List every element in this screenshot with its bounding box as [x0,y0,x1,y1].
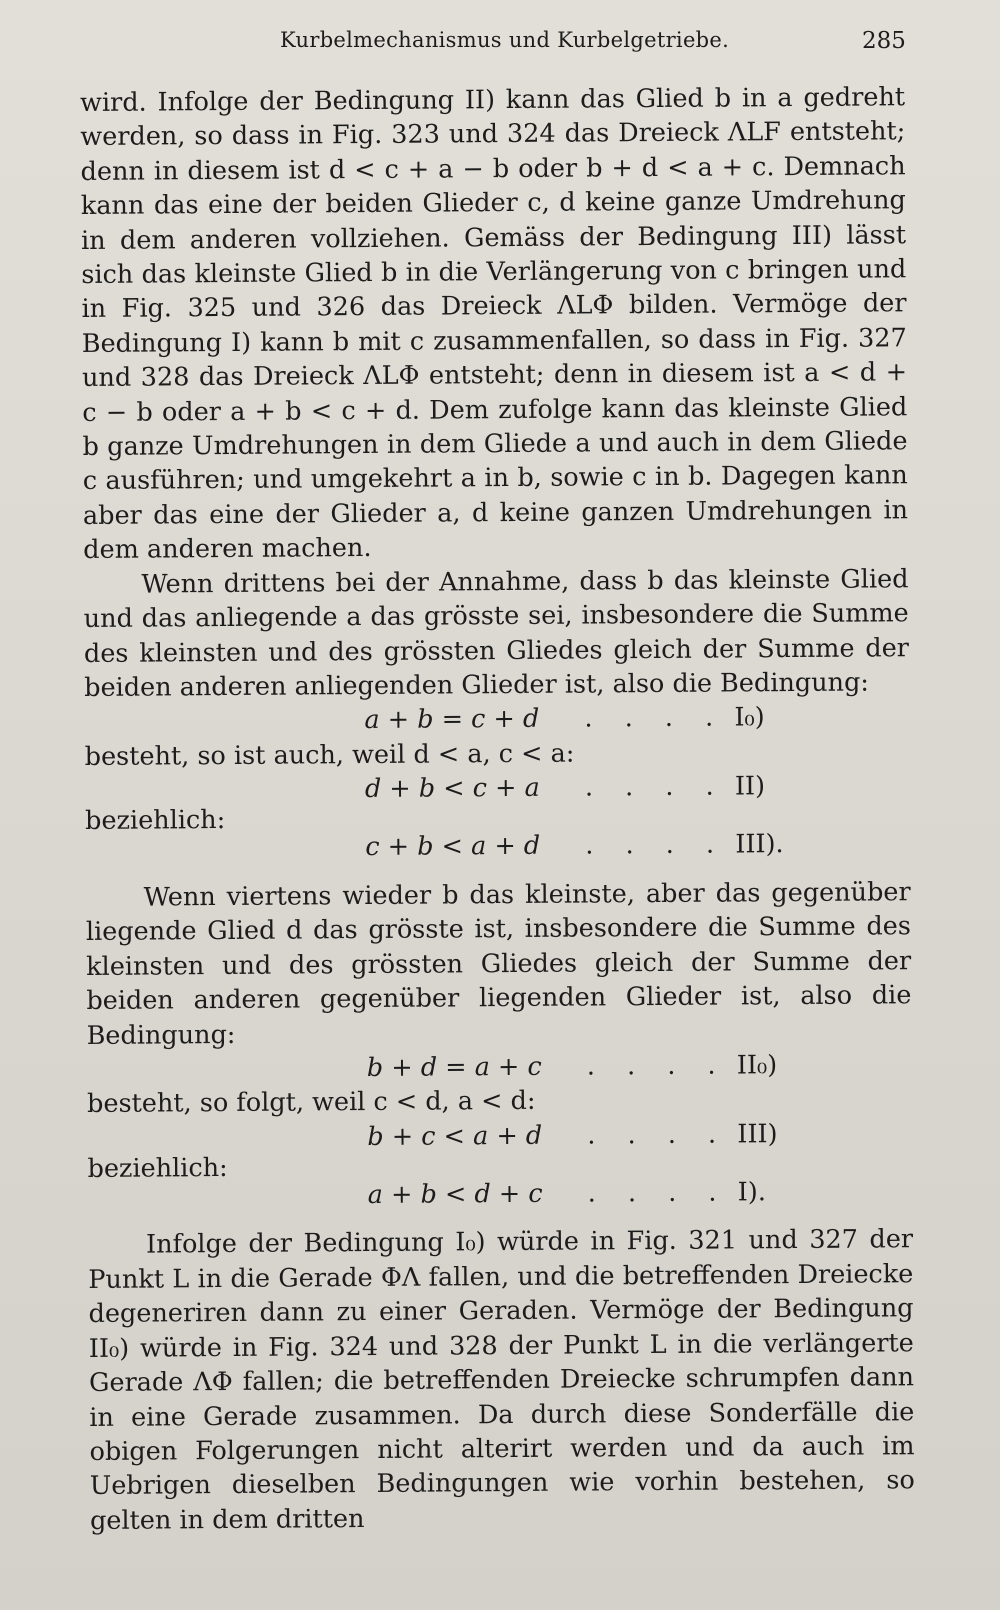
equation-formula: c + b < a + d [365,831,541,863]
equation-III [85,827,910,867]
equation-formula: b + d = a + c [366,1051,542,1083]
equation-leader-dots: . . . . [587,1177,729,1209]
besteht-line-1 [85,734,910,774]
body-text [80,80,915,1538]
equation-leader-dots: . . . . [584,771,726,803]
running-title: Kurbelmechanismus und Kurbelgetriebe. [280,28,730,52]
paragraph-4: Infolge der Bedingung I₀) würde in Fig. 321 und 327 der Punkt L in die Gerade ΦΛ fallen, und die betreffenden Dreiecke degeneriren dann zu einer Geraden. Vermöge der Bedingung II₀) würde in Fig. 324 und 328 der Punkt L in die verlängerte Gerade ΛΦ fallen; die betreffenden Dreiecke schrumpfen dann in eine Gerade zusammen. Da durch diese Sonderfälle die obigen Folgerungen nicht alterirt werden und da auch im Uebrigen dieselben Bedingungen wie vorhin bestehen, so gelten in dem dritten [88,1224,915,1536]
equation-III-b [87,1116,912,1156]
equation-label: II₀) [736,1050,778,1081]
paragraph-1: wird. Infolge der Bedingung II) kann das Glied b in a gedreht werden, so dass in Fig. 323 und 324 das Dreieck ΛLF entsteht; denn in diesem ist d < c + a − b oder b + d < a + c. Demnach kann das eine der beiden Glieder c, d keine ganze Umdrehung in dem anderen vollziehen. Gemäss der Bedingung III) lässt sich das kleinste Glied b in die Verlängerung von c bringen und in Fig. 325 und 326 das Dreieck ΛLΦ bilden. Vermöge der Bedingung I) kann b mit c zusammenfallen, so dass in Fig. 327 und 328 das Dreieck ΛLΦ entsteht; denn in diesem ist a < d + c − b oder a + b < c + d. Dem zufolge kann das kleinste Glied b ganze Umdrehungen in dem Gliede a und auch in dem Gliede c ausführen; und umgekehrt a in b, sowie c in b. Dagegen kann aber das eine der Glieder a, d keine ganzen Umdrehungen in dem anderen machen. [80,82,909,566]
equation-formula: a + b = c + d [364,704,540,736]
equation-formula: d + b < c + a [364,772,540,805]
equation-label: III) [737,1118,778,1150]
text-line: besteht, so folgt, weil c < d, a < d: [87,1086,536,1120]
equation-II [85,768,910,808]
equation-leader-dots: . . . . [584,702,726,734]
equation-I [88,1174,913,1214]
equation-label: I₀) [734,702,765,733]
equation-leader-dots: . . . . [585,829,727,861]
paragraph-3: Wenn viertens wieder b das kleinste, aber das gegenüber liegende Glied d das grösste ist, insbesondere die Summe des kleinsten und des grössten Gliedes gleich der Summe der beiden anderen gegenüber liegenden Glieder ist, also die Bedingung: [85,877,912,1051]
equation-label: III). [735,829,784,860]
page-number: 285 [862,28,906,54]
equation-label: I). [737,1177,766,1208]
text-line: beziehlich: [85,805,226,837]
text-line: beziehlich: [87,1153,228,1185]
text-line: besteht, so ist auch, weil d < a, c < a: [84,738,575,772]
equation-label: II) [734,771,766,802]
equation-I0 [84,700,909,740]
besteht-line-2 [87,1082,912,1122]
equation-leader-dots: . . . . [587,1119,729,1151]
equation-formula: b + c < a + d [367,1120,543,1152]
equation-leader-dots: . . . . [586,1050,728,1082]
equation-II0 [87,1047,912,1087]
equation-formula: a + b < d + c [367,1178,543,1211]
paragraph-2: Wenn drittens bei der Annahme, dass b das kleinste Glied und das anliegende a das grösste sei, insbesondere die Summe des kleinsten und des grössten Gliedes gleich der Summe der beiden anderen anliegenden Glieder ist, also die Bedingung: [83,563,910,703]
page-header [0,28,1000,58]
